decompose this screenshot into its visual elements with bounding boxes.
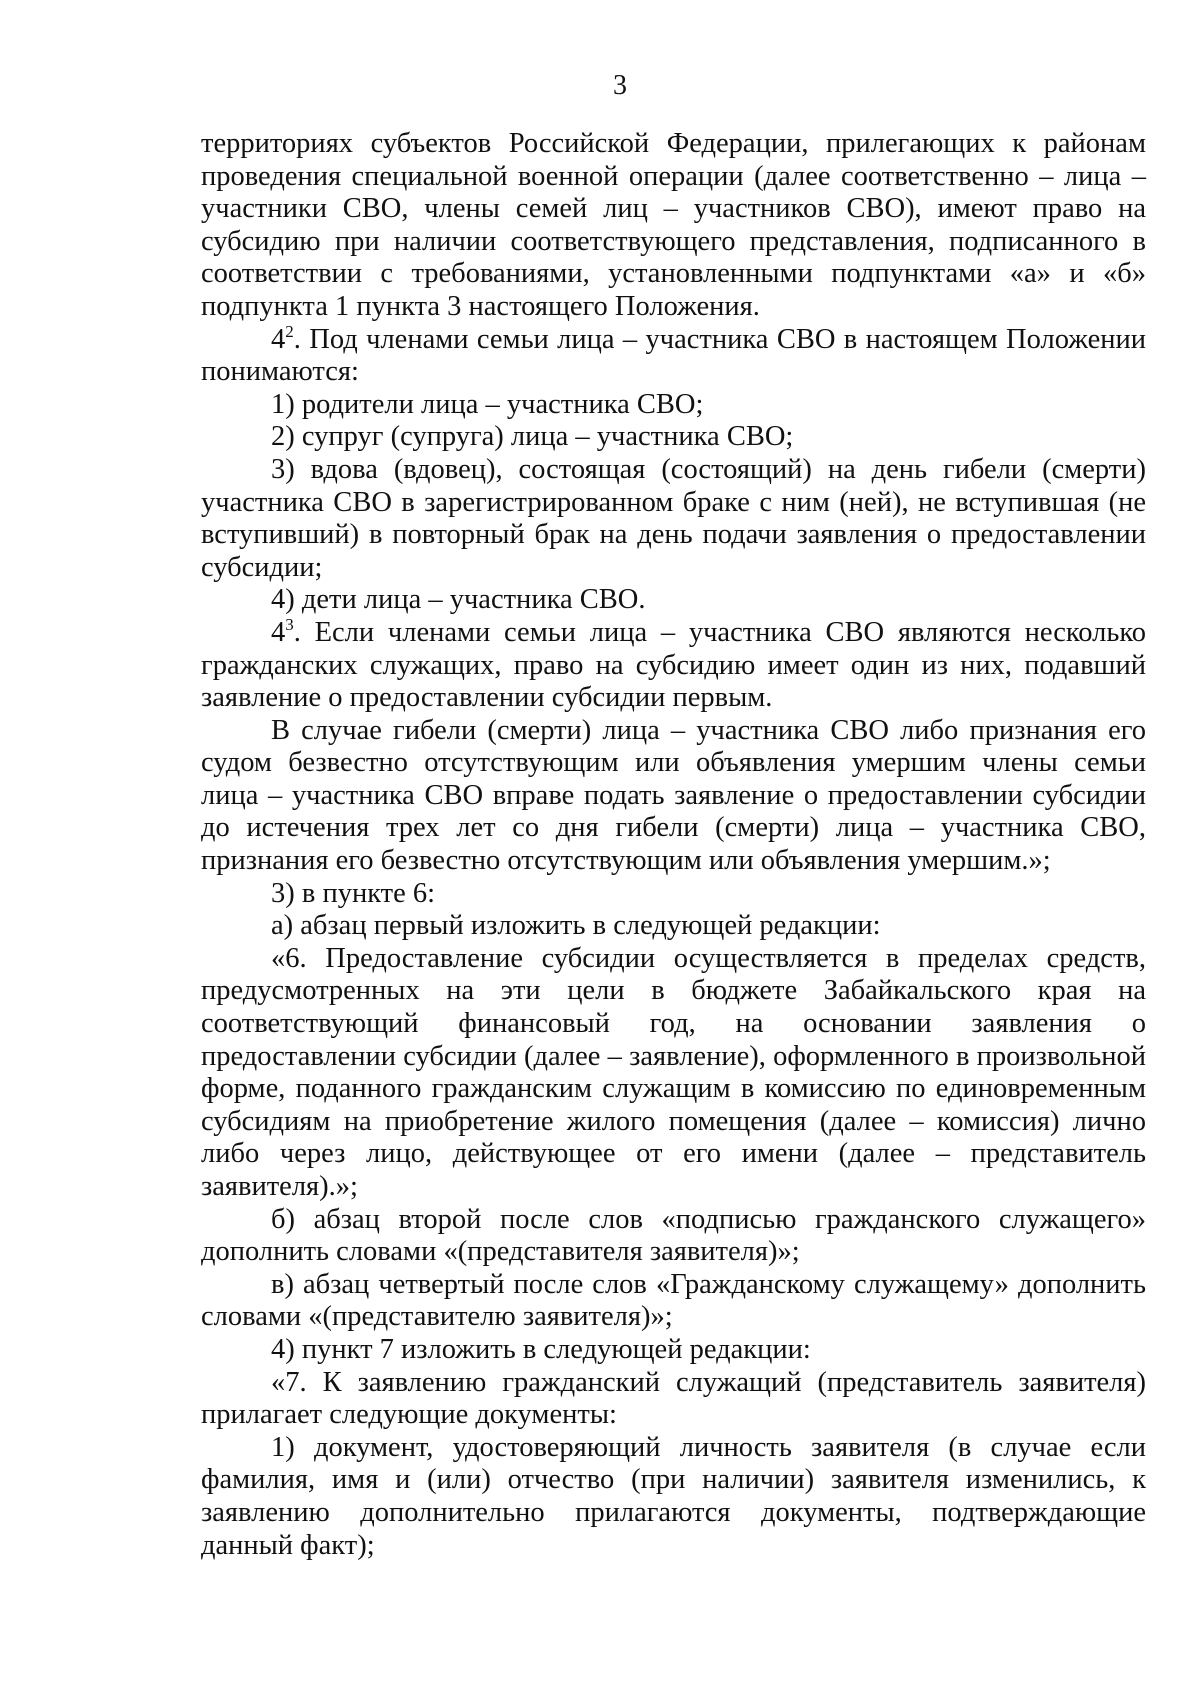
- paragraph: территориях субъектов Российской Федерации, прилегающих к районам проведения специальной военной операции (далее соответственно – лица – участники СВО, члены семей лиц – участников СВО), имеют право на субсидию при наличии соответствующего представления, подписанного в соответствии с требованиями, установленными подпунктами «а» и «б» подпункта 1 пункта 3 настоящего Положения.: [201, 128, 1146, 322]
- list-item: 2) супруг (супруга) лица – участника СВО;: [271, 421, 794, 453]
- item-number: 4: [271, 323, 286, 355]
- list-item: 1) родители лица – участника СВО;: [271, 388, 704, 420]
- list-item: 1) документ, удостоверяющий личность заявителя (в случае если фамилия, имя и (или) отчество (при наличии) заявителя изменились, к заявлению дополнительно прилагаются документы, подтверждающие данный факт);: [201, 1431, 1146, 1561]
- paragraph-text: . Под членами семьи лица – участника СВО в настоящем Положении понимаются:: [201, 323, 1146, 388]
- paragraph: В случае гибели (смерти) лица – участника СВО либо признания его судом безвестно отсутствующим или объявления умершим члены семьи лица – участника СВО вправе подать заявление о предоставлении субсидии до истечения трех лет со дня гибели (смерти) лица – участника СВО, признания его безвестно отсутствующим или объявления умершим.»;: [201, 714, 1146, 877]
- list-item: в) абзац четвертый после слов «Гражданскому служащему» дополнить словами «(представителю заявителя)»;: [201, 1268, 1146, 1333]
- list-item: 4) дети лица – участника СВО.: [271, 584, 646, 616]
- item-superscript: 2: [285, 321, 294, 341]
- item-superscript: 3: [285, 614, 294, 634]
- page-number: 3: [613, 70, 627, 101]
- paragraph-text: . Если членами семьи лица – участника СВО являются несколько гражданских служащих, право на субсидию имеет один из них, подавший заявление о предоставлении субсидии первым.: [201, 616, 1146, 714]
- paragraph: «7. К заявлению гражданский служащий (представитель заявителя) прилагает следующие документы:: [201, 1366, 1146, 1431]
- document-body: [201, 128, 1146, 1562]
- list-item: а) абзац первый изложить в следующей редакции:: [271, 910, 881, 942]
- paragraph-4-2: [201, 321, 1146, 389]
- paragraph-4-3: [201, 614, 1146, 715]
- list-item: 3) вдова (вдовец), состоящая (состоящий) на день гибели (смерти) участника СВО в зарегистрированном браке с ним (ней), не вступившая (не вступивший) в повторный брак на день подачи заявления о предоставлении субсидии;: [201, 453, 1146, 583]
- paragraph: «6. Предоставление субсидии осуществляется в пределах средств, предусмотренных на эти цели в бюджете Забайкальского края на соответствующий финансовый год, на основании заявления о предоставлении субсидии (далее – заявление), оформленного в произвольной форме, поданного гражданским служащим в комиссию по единовременным субсидиям на приобретение жилого помещения (далее – комиссия) лично либо через лицо, действующее от его имени (далее – представитель заявителя).»;: [201, 942, 1146, 1202]
- list-item: 4) пункт 7 изложить в следующей редакции:: [271, 1333, 811, 1365]
- item-number: 4: [271, 616, 286, 648]
- list-item: б) абзац второй после слов «подписью гражданского служащего» дополнить словами «(представителя заявителя)»;: [201, 1203, 1146, 1268]
- list-item: 3) в пункте 6:: [271, 877, 436, 909]
